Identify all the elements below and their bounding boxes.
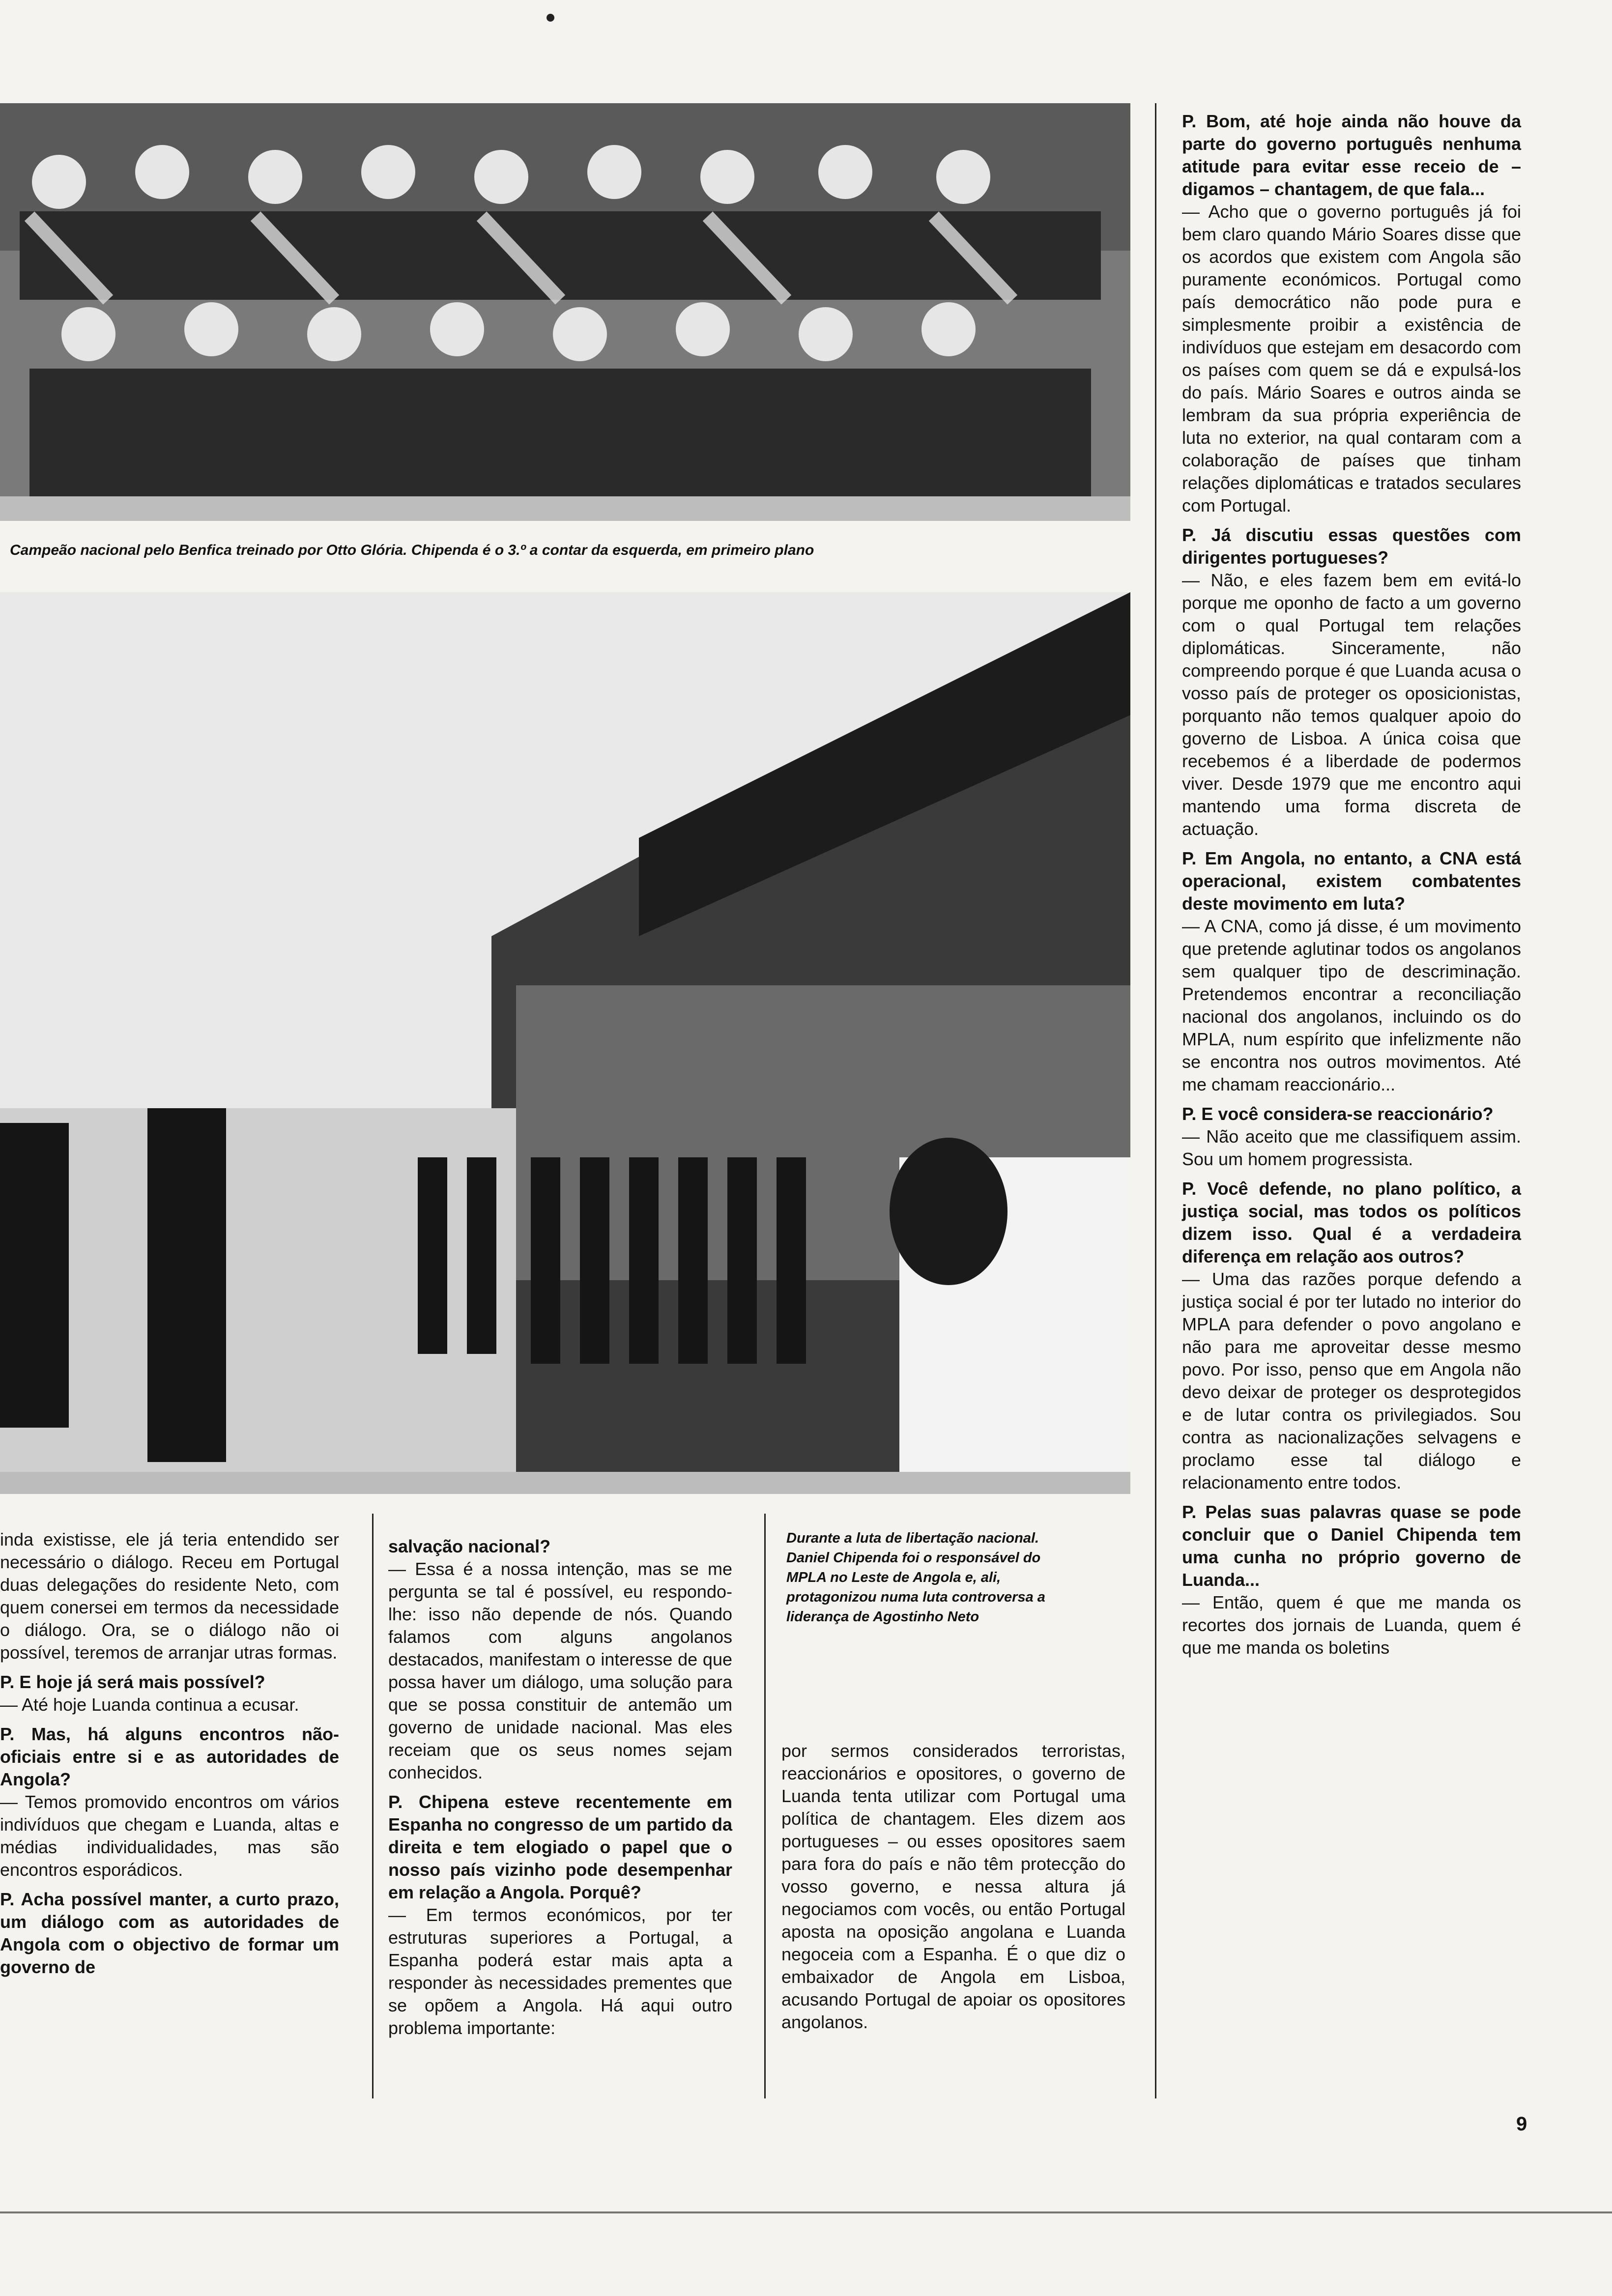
column-rule-3: [1155, 103, 1156, 2098]
answer-paragraph: — Em termos económicos, por ter estruturas superiores a Portugal, a Espanha poderá estar mais apta a responder às necessidades prementes que se opõem a Angola. Há aqui outro problema importante:: [388, 1905, 732, 2038]
bottom-scan-line: [0, 2211, 1612, 2213]
answer-paragraph: por sermos considerados terroristas, reaccionários e opositores, o governo de Luanda tenta utilizar com Portugal uma política de chantagem. Eles dizem aos portugueses – ou esses opositores saem para fora do país e não têm protecção do vosso governo, e nessa altura já negociamos com vocês, ou então Portugal aposta na oposição angolana e Luanda negoceia com a Espanha. É o que diz o embaixador de Angola em Lisboa, acusando Portugal de apoiar os opositores angolanos.: [781, 1741, 1125, 2032]
column-3: [781, 1740, 1125, 2034]
print-mark: [547, 14, 554, 22]
answer-paragraph: — Acho que o governo português já foi bem claro quando Mário Soares disse que os acordos que existem com Angola são puramente económicos. Portugal como país democrático não pode pura e simplesmente proibir a existência de indivíduos que estejam em desacordo com os países com quem se dá e expulsá-los do país. Mário Soares e outros ainda se lembram da sua própria experiência de luta no exterior, na qual contaram com a colaboração de países que tinham relações diplomáticas e tratados seculares com Portugal.: [1182, 201, 1521, 516]
column-2: [388, 1528, 732, 2039]
team-photo-caption: Campeão nacional pelo Benfica treinado por Otto Glória. Chipenda é o 3.º a contar da esquerda, em primeiro plano: [10, 542, 814, 558]
answer-paragraph: — A CNA, como já disse, é um movimento que pretende aglutinar todos os angolanos sem qualquer tipo de descriminação. Pretendemos encontrar a reconciliação nacional dos angolanos, incluindo os do MPLA, num espírito que infelizmente não se encontra nos outros movimentos. Até me chamam reaccionário...: [1182, 916, 1521, 1094]
question-paragraph: P. E você considera-se reaccionário?: [1182, 1104, 1494, 1124]
answer-paragraph: inda existisse, ele já teria entendido ser necessário o diálogo. Receu em Portugal duas delegações do residente Neto, com quem conersei em termos da necessidade o diálogo. Ora, se o diálogo não oi possível, teremos de arranjar utras formas.: [0, 1529, 339, 1663]
question-paragraph: P. Já discutiu essas questões com dirigentes portugueses?: [1182, 525, 1521, 568]
question-paragraph: P. Bom, até hoje ainda não houve da parte do governo português nenhuma atitude para evitar esse receio de – digamos – chantagem, de que fala...: [1182, 111, 1521, 199]
column-1: [0, 1528, 339, 1979]
answer-paragraph: — Temos promovido encontros om vários indivíduos que chegam e Luanda, altas e médias individualidades, mas são encontros esporádicos.: [0, 1792, 339, 1880]
question-paragraph: P. Você defende, no plano político, a justiça social, mas todos os políticos dizem isso. Qual é a verdadeira diferença em relação aos outros?: [1182, 1178, 1521, 1266]
column-4: [1182, 103, 1521, 1659]
question-paragraph: P. Mas, há alguns encontros não-oficiais entre si e as autoridades de Angola?: [0, 1724, 339, 1789]
liberation-photo: [0, 592, 1130, 1494]
answer-paragraph: — Até hoje Luanda continua a ecusar.: [0, 1694, 299, 1715]
answer-paragraph: — Não aceito que me classifiquem assim. Sou um homem progressista.: [1182, 1126, 1521, 1169]
question-paragraph: P. Em Angola, no entanto, a CNA está operacional, existem combatentes deste movimento em luta?: [1182, 848, 1521, 914]
liberation-photo-caption: Durante a luta de libertação nacional. Daniel Chipenda foi o responsável do MPLA no Leste de Angola e, ali, protagonizou numa luta controversa a liderança de Agostinho Neto: [786, 1530, 1045, 1625]
answer-paragraph: — Essa é a nossa intenção, mas se me pergunta se tal é possível, eu respondo-lhe: isso não depende de nós. Quando falamos com alguns angolanos destacados, manifestam o interesse de que possa haver um diálogo, uma solução para que se possa constituir de antemão um governo de unidade nacional. Mas eles receiam que os seus nomes sejam conhecidos.: [388, 1559, 732, 1782]
column-rule-2: [764, 1514, 766, 2098]
answer-paragraph: — Então, quem é que me manda os recortes dos jornais de Luanda, quem é que me manda os boletins: [1182, 1592, 1521, 1658]
question-paragraph: P. Acha possível manter, a curto prazo, um diálogo com as autoridades de Angola com o objectivo de formar um governo de: [0, 1889, 339, 1977]
answer-paragraph: — Não, e eles fazem bem em evitá-lo porque me oponho de facto a um governo com o qual Portugal tem relações diplomáticas. Sinceramente, não compreendo porque é que Luanda acusa o vosso país de proteger os oposicionistas, porquanto não temos qualquer apoio do governo de Lisboa. A única coisa que recebemos é a liberdade de podermos viver. Desde 1979 que me encontro aqui mantendo uma forma discreta de actuação.: [1182, 570, 1521, 839]
answer-paragraph: — Uma das razões porque defendo a justiça social é por ter lutado no interior do MPLA para defender o povo angolano e não para me aproveitar desse mesmo povo. Por isso, penso que em Angola não devo deixar de proteger os desprotegidos e de lutar contra os privilegiados. Sou contra as nacionalizações selvagens e proclamo esse tal diálogo e relacionamento entre todos.: [1182, 1269, 1521, 1492]
column-rule-1: [372, 1514, 374, 2098]
team-photo: [0, 103, 1130, 521]
question-paragraph: P. E hoje já será mais possível?: [0, 1672, 265, 1692]
question-paragraph: salvação nacional?: [388, 1536, 551, 1556]
question-paragraph: P. Chipena esteve recentemente em Espanha no congresso de um partido da direita e tem elogiado o papel que o nosso país vizinho pode desempenhar em relação a Angola. Porquê?: [388, 1792, 732, 1902]
question-paragraph: P. Pelas suas palavras quase se pode concluir que o Daniel Chipenda tem uma cunha no próprio governo de Luanda...: [1182, 1502, 1521, 1590]
page-number: 9: [1516, 2113, 1527, 2135]
